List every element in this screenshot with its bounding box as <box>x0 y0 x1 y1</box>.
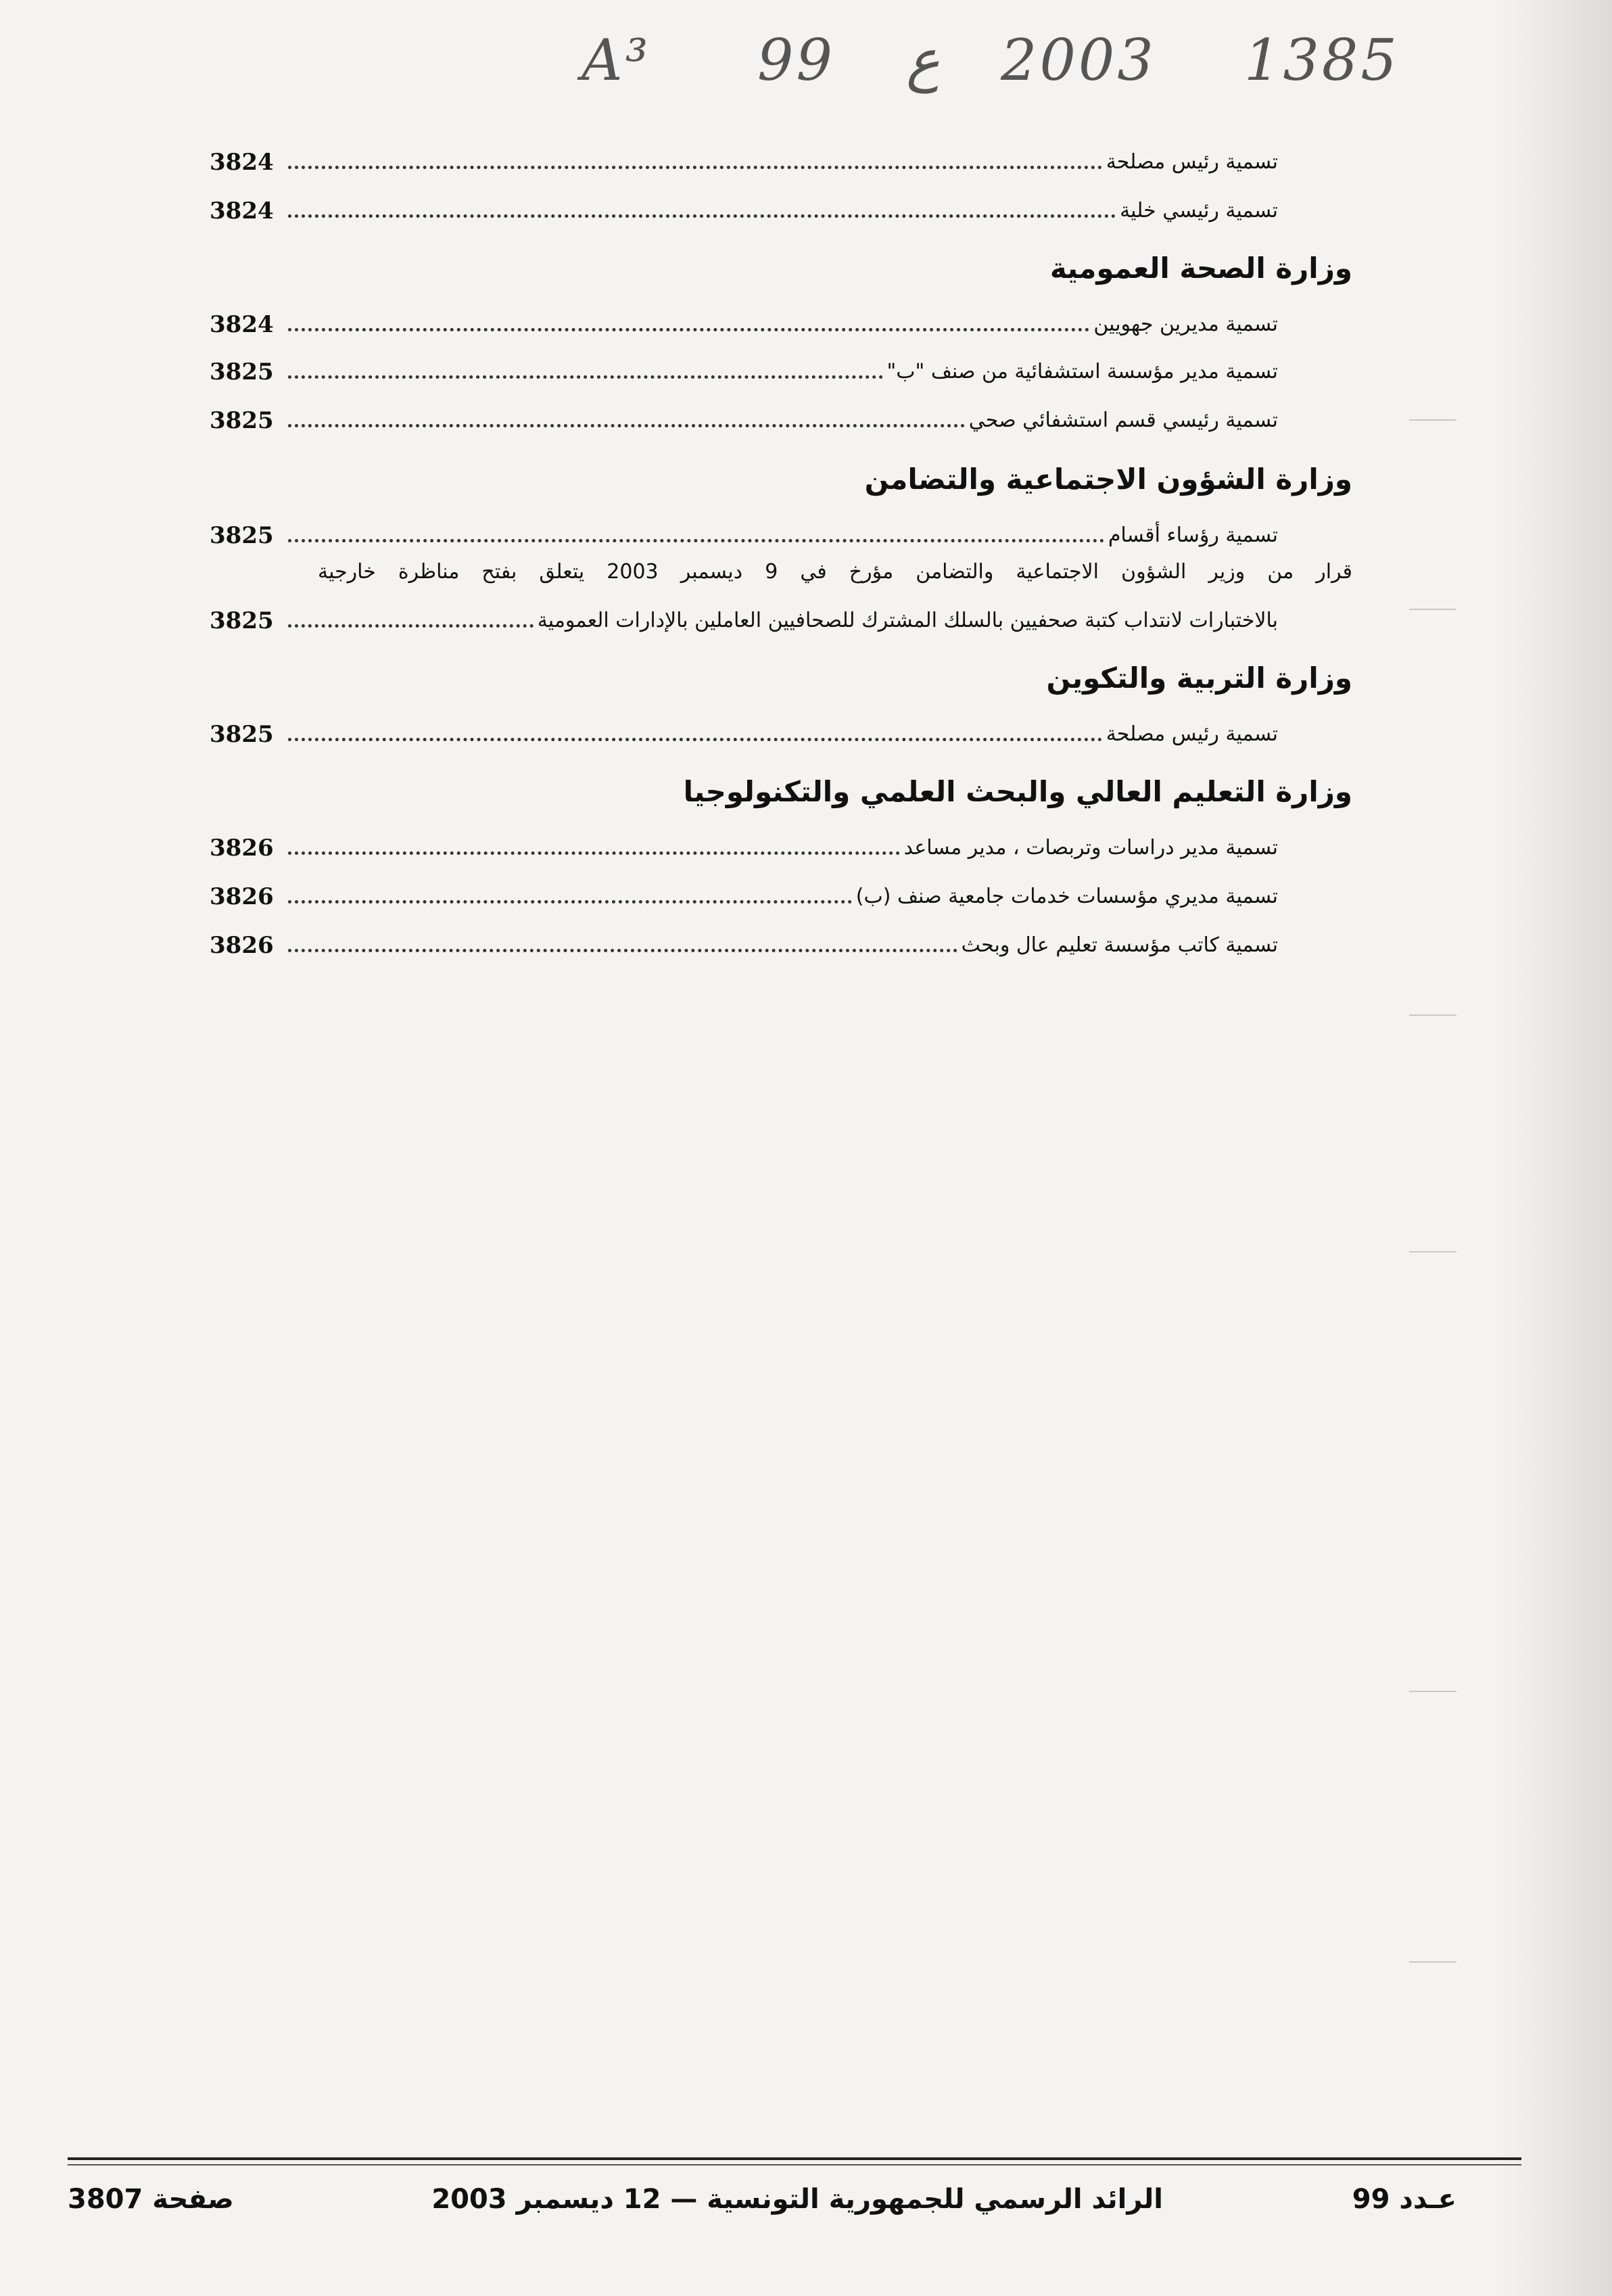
toc-entry <box>210 870 1278 910</box>
section-heading: وزارة التعليم العالي والبحث العلمي والتكنولوجيا <box>683 775 1352 808</box>
page-number: صفحة 3807 <box>68 2184 234 2215</box>
leader-dots <box>288 373 883 379</box>
toc-entry <box>210 135 1278 176</box>
toc-entry-title: تسمية مدير مؤسسة استشفائية من صنف "ب" <box>886 360 1278 383</box>
toc-entry-title: تسمية رؤساء أقسام <box>1108 523 1278 547</box>
leader-dots <box>288 622 534 628</box>
toc-entry-page: 3826 <box>210 883 274 910</box>
toc-entry-title: تسمية رئيس مصلحة <box>1106 722 1278 746</box>
toc-entry <box>210 298 1278 338</box>
leader-dots <box>288 735 1102 741</box>
bleed-through-mark <box>1409 609 1456 610</box>
section-heading: وزارة الشؤون الاجتماعية والتضامن <box>864 463 1352 496</box>
leader-dots <box>288 897 852 904</box>
bleed-through-mark <box>1409 1014 1456 1016</box>
toc-entry-page: 3825 <box>210 358 274 385</box>
toc-entry <box>210 707 1278 748</box>
handwritten-part-2: 99 <box>757 27 835 93</box>
handwritten-part-4: 2003 <box>1001 27 1156 93</box>
toc-entry <box>210 509 1278 549</box>
toc-entry-page: 3824 <box>210 311 274 338</box>
toc-entry-page: 3825 <box>210 721 274 748</box>
toc-entry <box>210 918 1278 959</box>
toc-entry-title: تسمية مديري مؤسسات خدمات جامعية صنف (ب) <box>855 885 1278 908</box>
toc-entry-title: تسمية كاتب مؤسسة تعليم عال وبحث <box>961 933 1278 957</box>
table-of-contents <box>0 0 1612 1014</box>
toc-entry <box>210 594 1278 634</box>
leader-dots <box>288 163 1102 169</box>
toc-entry-title: تسمية رئيسي قسم استشفائي صحي <box>968 408 1278 432</box>
toc-entry <box>210 184 1278 225</box>
toc-entry-page: 3825 <box>210 607 274 634</box>
leader-dots <box>288 946 957 952</box>
leader-dots <box>288 849 900 855</box>
handwritten-part-1: A³ <box>582 27 651 93</box>
handwritten-part-3: ع <box>906 27 941 93</box>
toc-entry-page: 3826 <box>210 932 274 959</box>
leader-dots <box>288 212 1116 218</box>
toc-entry <box>210 345 1278 385</box>
bleed-through-mark <box>1409 1691 1456 1692</box>
journal-title-date: الرائد الرسمي للجمهورية التونسية — 12 ديسمبر 2003 <box>431 2184 1163 2215</box>
toc-entry <box>210 821 1278 862</box>
toc-entry-title: تسمية رئيس مصلحة <box>1106 150 1278 174</box>
bleed-through-mark <box>1409 1961 1456 1963</box>
decree-paragraph-line: قرار من وزير الشؤون الاجتماعية والتضامن مؤرخ في 9 ديسمبر 2003 يتعلق بفتح مناظرة خارجية <box>318 560 1352 584</box>
bleed-through-mark <box>1409 419 1456 421</box>
toc-entry-title: تسمية مدير دراسات وتربصات ، مدير مساعد <box>903 836 1278 860</box>
decree-paragraph-line: بالاختبارات لانتداب كتبة صحفيين بالسلك المشترك للصحافيين العاملين بالإدارات العمومية <box>537 609 1278 632</box>
section-heading: وزارة التربية والتكوين <box>1046 661 1352 695</box>
toc-entry-page: 3825 <box>210 407 274 434</box>
toc-entry-page: 3824 <box>210 149 274 176</box>
footer-rule <box>68 2157 1521 2160</box>
toc-entry-page: 3826 <box>210 835 274 862</box>
bleed-through-mark <box>1409 1251 1456 1252</box>
toc-entry <box>210 394 1278 434</box>
toc-entry-title: تسمية رئيسي خلية <box>1120 199 1278 222</box>
leader-dots <box>288 536 1104 542</box>
toc-entry-title: تسمية مديرين جهويين <box>1093 312 1278 336</box>
toc-entry-page: 3825 <box>210 522 274 549</box>
issue-number: عـدد 99 <box>1352 2184 1456 2215</box>
handwritten-part-5: 1385 <box>1244 27 1400 93</box>
footer-rule-thin <box>68 2164 1521 2165</box>
toc-entry-page: 3824 <box>210 197 274 225</box>
leader-dots <box>288 421 965 427</box>
leader-dots <box>288 325 1089 331</box>
section-heading: وزارة الصحة العمومية <box>1049 252 1352 285</box>
